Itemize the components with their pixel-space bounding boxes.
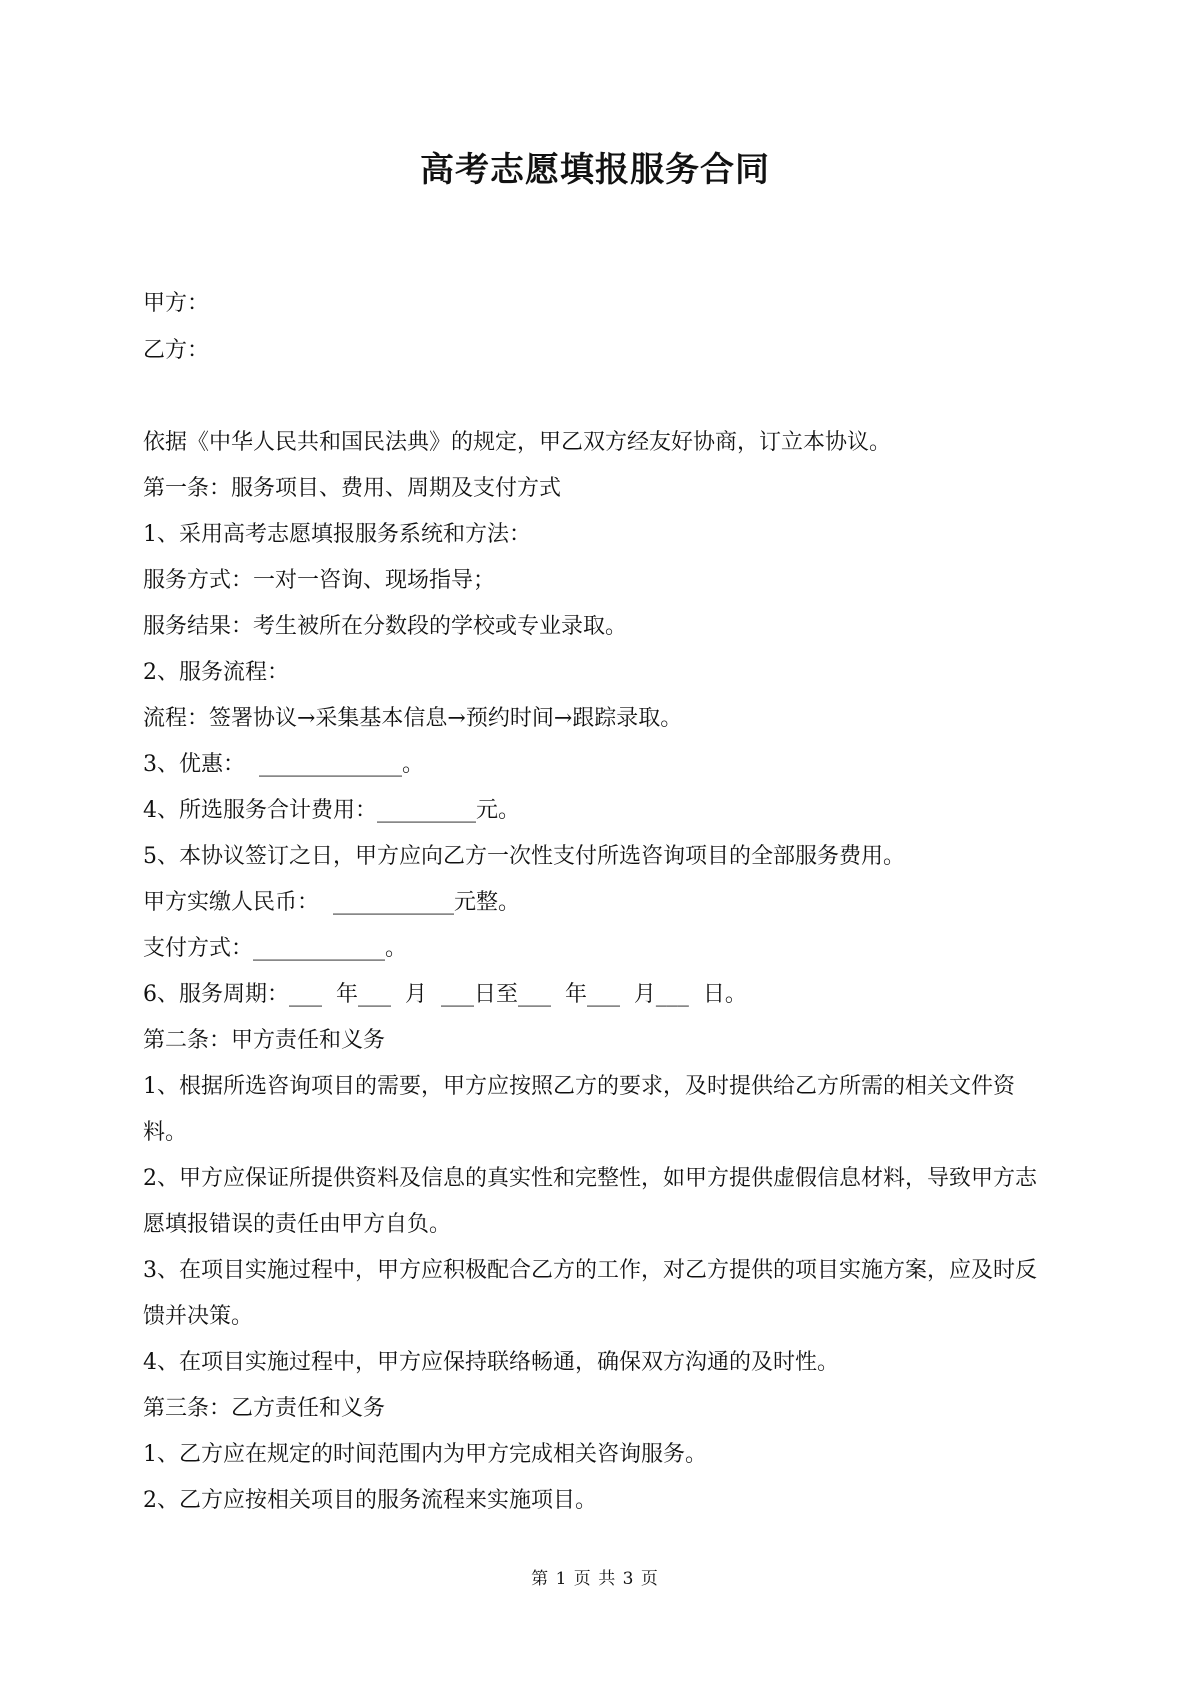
spacer [143, 374, 1058, 420]
clause-2-1: 1、根据所选咨询项目的需要，甲方应按照乙方的要求，及时提供给乙方所需的相关文件资料。 [143, 1074, 1016, 1145]
page-footer: 第 1 页 共 3 页 [531, 1569, 659, 1589]
clause-3-1: 1、乙方应在规定的时间范围内为甲方完成相关咨询服务。 [143, 1442, 707, 1467]
clause-2-4: 4、在项目实施过程中，甲方应保持联络畅通，确保双方沟通的及时性。 [143, 1350, 839, 1375]
document-body [143, 280, 1058, 1524]
article-1-heading: 第一条：服务项目、费用、周期及支付方式 [143, 476, 562, 501]
article-2-heading: 第二条：甲方责任和义务 [143, 1028, 386, 1053]
clause-2-3: 3、在项目实施过程中，甲方应积极配合乙方的工作，对乙方提供的项目实施方案，应及时反馈并决策。 [143, 1258, 1038, 1329]
clause-1-4-total-fee: 4、所选服务合计费用：_________元。 [143, 798, 520, 823]
intro-paragraph: 依据《中华人民共和国民法典》的规定，甲乙双方经友好协商，订立本协议。 [143, 430, 892, 455]
clause-1-2: 2、服务流程： [143, 660, 289, 685]
clause-1-1: 1、采用高考志愿填报服务系统和方法： [143, 522, 531, 547]
clause-1-6-service-period: 6、服务周期：___ 年___ 月 ___日至___ 年___ 月___ 日。 [143, 982, 747, 1007]
clause-2-2: 2、甲方应保证所提供资料及信息的真实性和完整性，如甲方提供虚假信息材料，导致甲方志愿填报错误的责任由甲方自负。 [143, 1166, 1038, 1237]
payment-method: 支付方式：____________。 [143, 936, 408, 961]
paid-amount: 甲方实缴人民币： ___________元整。 [143, 890, 520, 915]
party-a-label: 甲方： [143, 291, 210, 316]
service-method: 服务方式：一对一咨询、现场指导； [143, 568, 496, 593]
party-b-label: 乙方： [143, 338, 210, 363]
document-title: 高考志愿填报服务合同 [420, 150, 770, 190]
article-3-heading: 第三条：乙方责任和义务 [143, 1396, 386, 1421]
clause-1-5-payment: 5、本协议签订之日，甲方应向乙方一次性支付所选咨询项目的全部服务费用。 [143, 844, 905, 869]
clause-1-3-discount: 3、优惠： _____________。 [143, 752, 424, 777]
service-result: 服务结果：考生被所在分数段的学校或专业录取。 [143, 614, 628, 639]
service-process: 流程：签署协议→采集基本信息→预约时间→跟踪录取。 [143, 706, 683, 731]
clause-3-2: 2、乙方应按相关项目的服务流程来实施项目。 [143, 1488, 597, 1513]
